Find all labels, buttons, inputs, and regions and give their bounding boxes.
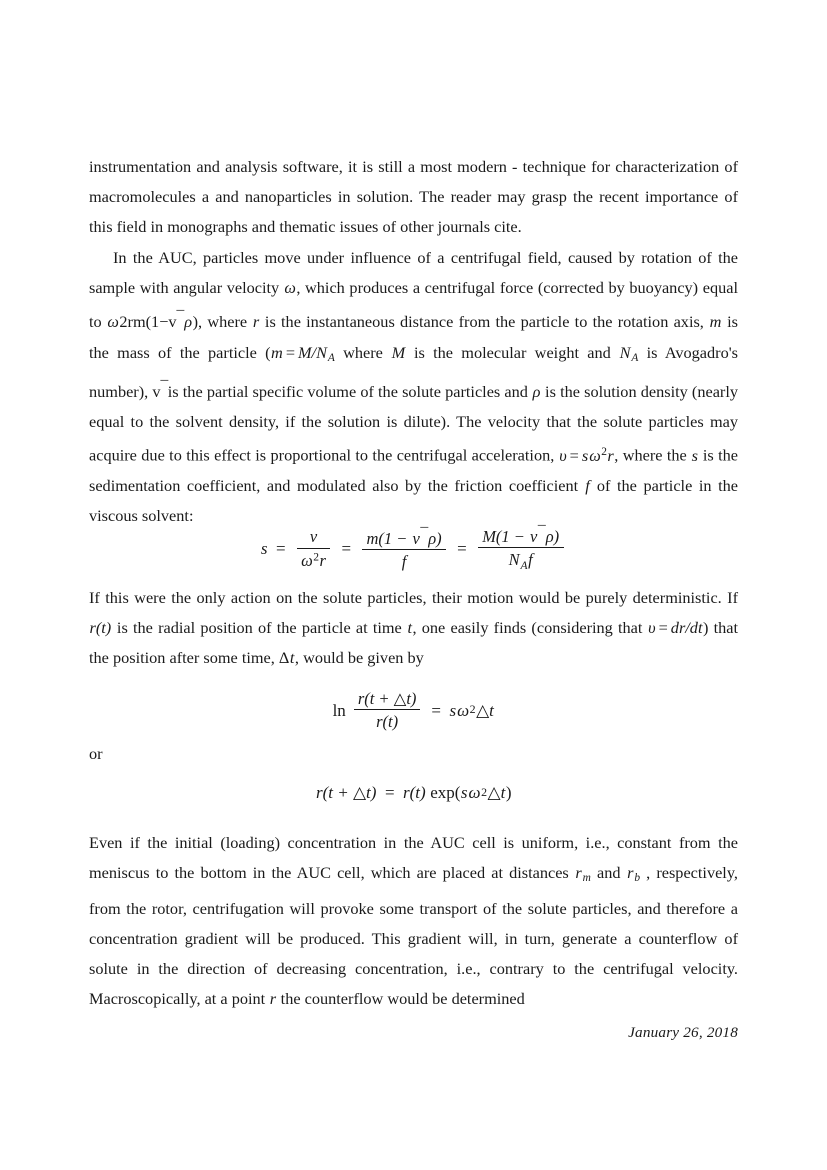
p2-seg-b: , which produces a centrifugal force (corrected by buoyancy) equal to [89,278,738,332]
eq1-fraction-3 [478,524,564,573]
symbol-equals-2: = [569,445,579,465]
symbol-overbar-1: ¯ [176,309,184,327]
subscript-m: m [582,872,591,885]
connector-or: or [89,744,103,763]
symbol-s-2: s [691,445,698,465]
symbol-upsilon-2: υ [648,618,656,638]
eq2-rhs-s: s [449,700,457,720]
eq1-frac2-denominator: f [362,549,446,571]
p2-seg-j: is Avogadro's number), v [89,342,738,401]
eq1-frac2-numerator [362,526,446,549]
p2-seg-a: In the AUC, particles move under influence of a centrifugal field, caused by rotation of the sample with angular velocity [89,248,738,298]
eq3-equals: = [384,783,395,802]
eq1-frac2-num-pre: m(1 − [366,528,412,548]
eq3-exp-operator: exp [430,783,455,802]
display-equation-3 [89,784,738,801]
p3-seg-d: ) that the position after some time, [89,618,739,668]
symbol-m-2: m [271,342,283,362]
subscript-b: b [634,872,641,885]
paragraph-block-2 [89,243,738,531]
symbol-s-1: s [581,445,589,465]
eq3-rhs-superscript: 2 [481,784,488,799]
symbol-r-3: r [89,618,96,638]
eq1-equals-2: = [341,539,352,559]
p2-seg-d: v [168,312,177,332]
eq2-fraction [354,689,421,732]
eq2-rhs-omega: ω [457,700,470,720]
p2-seg-e: ), where [192,312,253,332]
subscript-A-2: A [631,351,639,364]
eq1-equals-3: = [457,539,467,559]
equation-3-row [316,784,512,801]
eq1-lhs: s [260,539,268,559]
eq3-rhs-omega: ω [468,783,481,802]
p2-seg-l: is the solution density (nearly equal to the solvent density, if the solution is dilute). The velocity that the solute particles may acquire due to this effect is proportional to the centrifugal acceleration, [89,381,739,465]
symbol-t-2: t [407,618,412,638]
eq2-rhs-delta-t: △t [476,700,494,720]
symbol-N-1: N [619,342,631,362]
p2-seg-n: is the sedimentation coefficient, and modulated also by the friction coefficient [89,445,738,495]
eq1-frac3-num-overbar: ¯ [537,524,546,541]
p3-seg-c: , one easily finds (considering that [412,618,648,638]
p4-seg-c: , respectively, from the rotor, centrifugation will provoke some transport of the solute particles, and therefore a concentration gradient will be produced. This gradient will, in turn, generate a counterflow of solute in the direction of decreasing concentration, i.e., contrary to the centrifugal velocity. Macroscopically, at a point [89,863,738,1009]
p2-seg-o: of the particle in the viscous solvent: [89,475,738,526]
p2-seg-k: is the partial specific volume of the solute particles and [167,381,533,401]
connector-block [89,739,738,769]
eq1-frac3-numerator [478,524,564,547]
eq1-frac1-numerator: ν [309,527,318,547]
eq3-rhs-r: r(t) [403,783,426,802]
eq1-frac3-num-rho: ρ) [545,527,560,546]
symbol-omega-3: ω [589,445,601,465]
symbol-omega: ω [284,278,296,298]
eq3-rhs-s: s [460,783,468,802]
eq1-frac3-denominator [478,547,564,573]
display-equation-2 [89,689,738,732]
paragraph-4 [89,828,738,1014]
symbol-t-1: t [101,618,106,638]
symbol-equals-1: = [285,342,295,362]
eq2-equals: = [431,700,442,720]
symbol-dr-dt: dr/dt [670,618,703,638]
eq1-frac1-den-omega: ω [301,550,313,570]
symbol-equals-3: = [658,618,668,638]
eq1-frac1-den-exponent: 2 [313,551,320,564]
eq1-fraction-2 [362,526,446,572]
paragraph-3 [89,583,738,674]
symbol-overbar-2: ¯ [160,378,168,396]
symbol-omega-2: ω [107,312,119,332]
footer-date: January 26, 2018 [628,1024,738,1041]
symbol-r-m: r [575,863,582,883]
eq1-fraction-1 [297,527,331,570]
symbol-t-3: t [289,648,295,668]
paragraph-block-3 [89,583,738,674]
paragraph-1-text: instrumentation and analysis software, it is still a most modern - technique for characterization of macromolecules a and nanoparticles in solution. The reader may grasp the recent importance of this field in monographs and thematic issues of other journals cite. [89,157,738,237]
p2-seg-f: is the instantaneous distance from the particle to the rotation axis, [259,312,710,332]
eq1-frac1-denominator [297,548,331,570]
eq2-denominator: r(t) [354,709,421,731]
p2-seg-h: where [334,342,392,362]
eq1-frac3-num-nu: ν [530,527,538,546]
symbol-r-4: r [269,989,277,1009]
paragraph-1 [89,152,738,243]
symbol-upsilon-1: υ [559,445,567,465]
p4-seg-b: and [590,863,627,883]
p2-seg-m: , where the [614,445,692,465]
symbol-r-1: r [252,312,260,332]
eq2-numerator: r(t + △t) [357,689,417,708]
equation-2-row [333,689,495,732]
paragraph-block-4 [89,828,738,1014]
symbol-r-2: r [607,445,614,465]
eq1-frac3-den-subscript-A: A [520,559,528,572]
symbol-Delta-1: Δ [278,648,290,668]
eq1-frac2-num-rho: ρ) [428,528,442,548]
symbol-rt-1: r(t) [89,618,112,638]
symbol-m-1: m [709,312,722,332]
eq1-frac3-den-f: f [528,550,533,570]
symbol-rho-1: ρ [184,312,193,332]
eq1-frac2-num-overbar: ¯ [420,525,428,543]
p3-seg-e: , would be given by [294,648,424,668]
symbol-M-over-N: M/N [298,342,327,362]
equation-1-row [260,524,566,573]
p2-seg-c: 2rm(1 [119,312,160,332]
subscript-A-1: A [327,351,335,364]
eq2-rhs-superscript: 2 [469,702,476,717]
display-equation-1 [89,524,738,573]
symbol-f-1: f [585,475,590,495]
p3-seg-b: is the radial position of the particle at time [111,618,407,638]
superscript-2-1: 2 [601,446,607,459]
p2-seg-i: is the molecular weight and [405,342,620,362]
eq1-frac3-num-pre: M(1 − [482,527,530,546]
eq3-lhs: r(t + △t) [316,783,377,802]
paragraph-2 [89,243,738,531]
p2-seg-g: is the mass of the particle ( [89,312,738,362]
eq3-open-paren: ( [454,783,461,802]
p3-seg-a: If this were the only action on the solute particles, their motion would be purely deterministic. If [89,588,738,607]
eq1-frac1-den-r: r [319,550,326,570]
paragraph-block-1 [89,152,738,243]
p4-seg-a: Even if the initial (loading) concentration in the AUC cell is uniform, i.e., constant from the meniscus to the bottom in the AUC cell, which are placed at distances [89,833,738,883]
eq1-frac2-num-nu: ν [412,528,420,548]
eq2-ln-operator: ln [332,700,346,720]
symbol-r-b: r [627,863,634,883]
eq1-equals-1: = [276,539,286,559]
symbol-minus: − [159,312,169,332]
eq3-close-paren: ) [505,783,512,802]
symbol-M-1: M [391,342,406,362]
symbol-rho-2: ρ [532,381,541,401]
eq3-rhs-delta-t: △t [487,783,506,802]
p4-seg-d: the counterflow would be determined [276,989,525,1009]
eq1-frac3-den-N: N [508,550,520,570]
